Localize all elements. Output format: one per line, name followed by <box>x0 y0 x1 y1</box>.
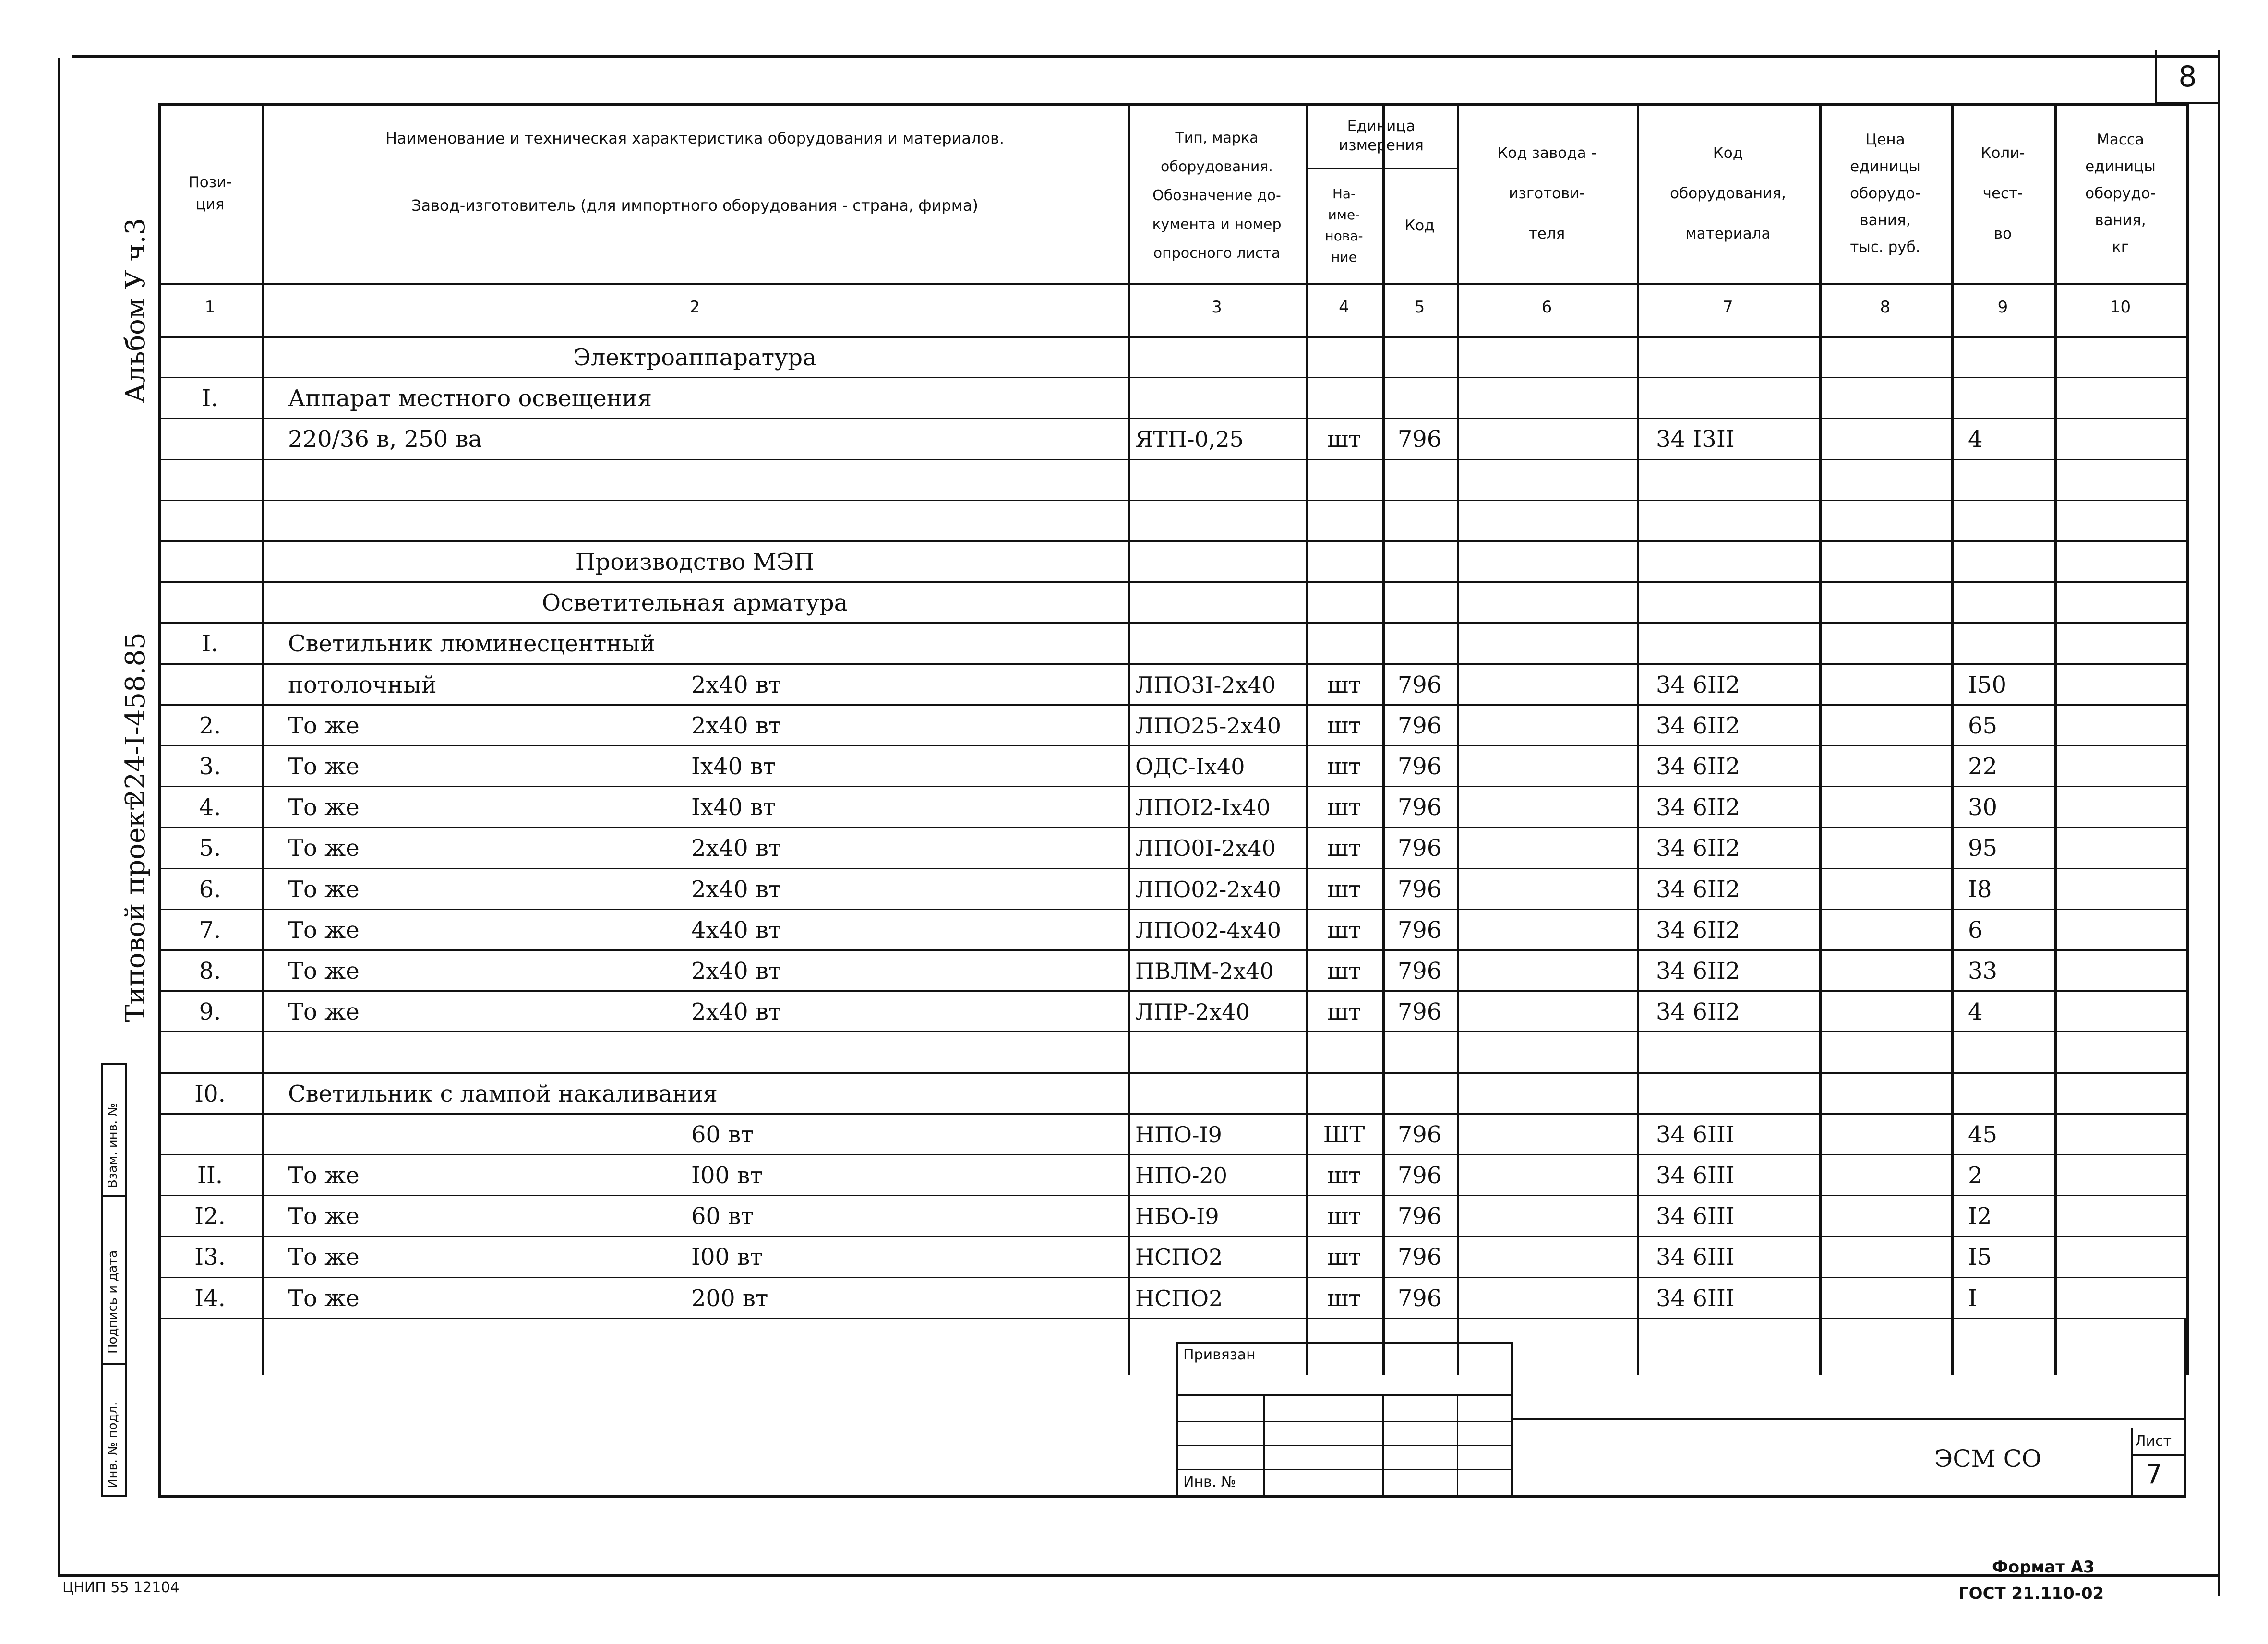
cell-unit-code: 796 <box>1397 671 1442 698</box>
corner-sheet-number: 8 <box>2178 60 2197 94</box>
cell-pos: 7. <box>199 916 221 944</box>
cell-name: То же <box>288 794 360 821</box>
cell-pos: 2. <box>199 712 221 739</box>
cell-spec: 4х40 вт <box>691 916 781 944</box>
cell-equipment-code: 34 6II2 <box>1656 835 1740 862</box>
cell-spec: 2х40 вт <box>691 712 781 739</box>
cell-name: Светильник люминесцентный <box>288 630 656 658</box>
cell-equipment-code: 34 6II2 <box>1656 671 1740 698</box>
cell-unit: шт <box>1327 794 1361 821</box>
cell-equipment-code: 34 6II2 <box>1656 712 1740 739</box>
cell-type: НБО-I9 <box>1135 1203 1219 1230</box>
cell-equipment-code: 34 6II2 <box>1656 753 1740 780</box>
cell-spec: 2х40 вт <box>691 958 781 984</box>
cell-unit-code: 796 <box>1397 916 1442 944</box>
row-divider <box>158 581 2186 583</box>
cell-equipment-code: 34 6II2 <box>1656 794 1740 821</box>
row-divider <box>158 827 2186 828</box>
cell-spec: I00 вт <box>691 1244 763 1271</box>
cell-qty: I5 <box>1968 1244 1992 1271</box>
cell-unit: шт <box>1327 753 1361 780</box>
cell-name: То же <box>288 1203 360 1230</box>
header-unit-code: Код <box>1404 217 1435 234</box>
cell-name: То же <box>288 835 360 862</box>
column-number: 9 <box>1997 298 2008 317</box>
row-divider <box>158 500 2186 501</box>
cell-pos: I. <box>202 630 218 658</box>
cell-name: То же <box>288 712 360 739</box>
cell-qty: 30 <box>1968 794 1998 821</box>
cell-type: НСПО2 <box>1135 1285 1223 1311</box>
header-name-line2: Завод-изготовитель (для импортного оборудования - страна, фирма) <box>411 196 978 215</box>
cell-equipment-code: 34 6III <box>1656 1162 1735 1189</box>
row-divider <box>158 663 2186 665</box>
cell-qty: 45 <box>1968 1121 1998 1148</box>
cell-name: Светильник с лампой накаливания <box>288 1080 718 1107</box>
cell-pos: 4. <box>199 794 221 821</box>
row-divider <box>158 1072 2186 1074</box>
row-divider <box>158 1154 2186 1155</box>
header-name-line1: Наименование и техническая характеристика оборудования и материалов. <box>385 129 1004 147</box>
cell-pos: II. <box>197 1162 223 1189</box>
cell-qty: 6 <box>1968 916 1983 944</box>
cell-name: То же <box>288 1284 360 1312</box>
cell-name: 220/36 в, 250 ва <box>288 426 482 453</box>
cell-pos: I. <box>202 385 218 412</box>
cell-qty: 22 <box>1968 753 1998 780</box>
cell-type: ЛПО25-2х40 <box>1135 712 1282 739</box>
cell-type: НПО-I9 <box>1135 1121 1222 1148</box>
cell-name: То же <box>288 916 360 944</box>
row-divider <box>158 868 2186 869</box>
cell-qty: I2 <box>1968 1203 1992 1230</box>
cell-pos: 5. <box>199 835 221 862</box>
cell-spec: 60 вт <box>691 1121 754 1148</box>
cell-pos: 6. <box>199 876 221 903</box>
row-divider <box>158 377 2186 378</box>
inv-no-label: Инв. № <box>1183 1474 1236 1490</box>
cell-section-title: Электроаппаратура <box>573 344 816 371</box>
cell-unit: шт <box>1327 1162 1361 1189</box>
header-equipment-code: Код оборудования, материала <box>1670 144 1786 242</box>
cell-qty: 4 <box>1968 998 1983 1026</box>
cell-unit: шт <box>1327 426 1361 453</box>
col-divider <box>2054 103 2057 1375</box>
cell-unit-code: 796 <box>1397 876 1442 903</box>
cell-unit: шт <box>1327 916 1361 944</box>
cell-name: То же <box>288 1244 360 1271</box>
cell-type: ПВЛМ-2х40 <box>1135 958 1274 984</box>
header-qty: Коли- чест- во <box>1980 144 2025 242</box>
row-divider <box>158 704 2186 706</box>
cell-type: ЯТП-0,25 <box>1135 426 1244 453</box>
header-mass: Масса единицы оборудо- вания, кг <box>2085 131 2156 256</box>
frame-left <box>58 58 60 1577</box>
cell-name: То же <box>288 876 360 903</box>
cell-pos: I3. <box>194 1244 226 1271</box>
cell-qty: I50 <box>1968 671 2007 698</box>
frame-top <box>72 55 2220 58</box>
cell-spec: Iх40 вт <box>691 753 776 780</box>
col-divider <box>2186 103 2189 1375</box>
header-unit-name: На- име- нова- ние <box>1325 186 1363 265</box>
header-unit-group: Единица измерения <box>1339 117 1424 154</box>
column-number: 2 <box>689 298 700 317</box>
cell-spec: 2х40 вт <box>691 671 781 698</box>
cell-type: ЛПО02-2х40 <box>1135 876 1282 902</box>
row-divider <box>158 1031 2186 1032</box>
cell-pos: I0. <box>194 1080 226 1107</box>
cell-unit: шт <box>1327 1244 1361 1271</box>
row-divider <box>158 459 2186 460</box>
cell-unit-code: 796 <box>1397 712 1442 739</box>
cell-type: ОДС-Iх40 <box>1135 754 1245 780</box>
cell-unit-code: 796 <box>1397 1203 1442 1230</box>
cell-qty: 33 <box>1968 958 1998 984</box>
cell-unit: шт <box>1327 958 1361 984</box>
row-divider <box>158 622 2186 624</box>
cell-name: потолочный <box>288 671 437 698</box>
column-number: 8 <box>1880 298 1891 317</box>
header-pos: Пози- ция <box>188 173 232 213</box>
row-divider <box>158 949 2186 951</box>
cell-type: ЛПО02-4х40 <box>1135 917 1282 943</box>
header-price: Цена единицы оборудо- вания, тыс. руб. <box>1850 131 1920 256</box>
cell-section-title: Осветительная арматура <box>541 589 848 617</box>
cell-type: НПО-20 <box>1135 1163 1228 1188</box>
cell-unit-code: 796 <box>1397 958 1442 984</box>
frame-right <box>2218 50 2220 1596</box>
row-divider <box>158 909 2186 910</box>
cell-spec: 2х40 вт <box>691 876 781 903</box>
privyazan-label: Привязан <box>1183 1346 1256 1363</box>
cell-pos: 8. <box>199 958 221 984</box>
sheet-label: Лист <box>2135 1433 2172 1450</box>
column-number: 3 <box>1212 298 1222 317</box>
cell-qty: 4 <box>1968 426 1983 453</box>
header-bottom <box>158 283 2186 285</box>
cell-unit-code: 796 <box>1397 753 1442 780</box>
cell-equipment-code: 34 6III <box>1656 1244 1735 1271</box>
left-border-lower <box>158 1318 161 1498</box>
cell-equipment-code: 34 6II2 <box>1656 876 1740 903</box>
cell-name: То же <box>288 753 360 780</box>
cell-qty: I8 <box>1968 876 1992 903</box>
row-divider <box>158 1195 2186 1196</box>
cell-equipment-code: 34 6II2 <box>1656 998 1740 1026</box>
column-number: 6 <box>1541 298 1552 317</box>
footer-gost: ГОСТ 21.110-02 <box>1958 1584 2104 1603</box>
cell-pos: I2. <box>194 1203 226 1230</box>
project-code-label: 224-I-458.85 <box>120 632 151 806</box>
cell-equipment-code: 34 6II2 <box>1656 958 1740 984</box>
cell-name: Аппарат местного освещения <box>288 385 652 412</box>
cell-equipment-code: 34 6III <box>1656 1203 1735 1230</box>
cell-type: ЛПР-2х40 <box>1135 999 1250 1025</box>
cell-unit: ШТ <box>1323 1121 1365 1148</box>
stamp-field-inv: Инв. № подл. <box>106 1402 120 1488</box>
footer-left: ЦНИП 55 12104 <box>62 1579 180 1596</box>
cell-unit-code: 796 <box>1397 1121 1442 1148</box>
row-divider <box>158 786 2186 787</box>
column-number: 4 <box>1339 298 1349 317</box>
cell-spec: 60 вт <box>691 1203 754 1230</box>
cell-unit: шт <box>1327 712 1361 739</box>
row-divider <box>158 1113 2186 1115</box>
numbers-bottom <box>158 336 2186 338</box>
cell-spec: Iх40 вт <box>691 794 776 821</box>
col-divider <box>1951 103 1954 1375</box>
sheet-number: 7 <box>2146 1459 2162 1489</box>
album-label: Альбом У ч.3 <box>120 218 151 403</box>
cell-equipment-code: 34 6III <box>1656 1284 1735 1312</box>
cell-type: ЛПО3I-2х40 <box>1135 672 1276 698</box>
cell-unit: шт <box>1327 876 1361 903</box>
row-divider <box>158 1277 2186 1278</box>
column-number: 7 <box>1723 298 1733 317</box>
cell-name: То же <box>288 958 360 984</box>
column-number: 1 <box>204 298 216 317</box>
cell-equipment-code: 34 6II2 <box>1656 916 1740 944</box>
footer-format: Формат А3 <box>1992 1558 2095 1577</box>
row-divider <box>158 745 2186 746</box>
cell-name: То же <box>288 1162 360 1189</box>
cell-spec: I00 вт <box>691 1162 763 1189</box>
row-divider <box>158 418 2186 419</box>
cell-spec: 200 вт <box>691 1284 768 1312</box>
col-divider <box>1819 103 1822 1375</box>
cell-equipment-code: 34 6III <box>1656 1121 1735 1148</box>
row-divider <box>158 990 2186 992</box>
stamp-field-podpis: Подпись и дата <box>106 1250 120 1354</box>
cell-unit-code: 796 <box>1397 1284 1442 1312</box>
col-divider <box>1457 103 1459 1375</box>
cell-unit-code: 796 <box>1397 998 1442 1026</box>
column-number: 5 <box>1414 298 1425 317</box>
column-number: 10 <box>2110 298 2131 317</box>
cell-unit: шт <box>1327 835 1361 862</box>
project-type-label: Типовой проект <box>120 795 151 1022</box>
cell-qty: 2 <box>1968 1162 1983 1189</box>
cell-qty: I <box>1968 1284 1977 1312</box>
cell-unit: шт <box>1327 1284 1361 1312</box>
cell-pos: 3. <box>199 753 221 780</box>
row-divider <box>158 1236 2186 1237</box>
header-type: Тип, марка оборудования. Обозначение до- кумента и номер опросного листа <box>1152 129 1282 262</box>
cell-unit-code: 796 <box>1397 794 1442 821</box>
cell-unit-code: 796 <box>1397 1244 1442 1271</box>
cell-unit: шт <box>1327 998 1361 1026</box>
stamp-field-vzam: Взам. инв. № <box>106 1103 120 1188</box>
cell-section-title: Производство МЭП <box>575 549 815 576</box>
cell-type: ЛПО0I-2х40 <box>1135 835 1276 862</box>
cell-unit-code: 796 <box>1397 835 1442 862</box>
cell-spec: 2х40 вт <box>691 998 781 1026</box>
cell-type: ЛПОI2-Iх40 <box>1135 794 1271 821</box>
cell-unit-code: 796 <box>1397 426 1442 453</box>
doc-code: ЭСМ СО <box>1934 1445 2041 1473</box>
cell-name: То же <box>288 998 360 1026</box>
cell-qty: 65 <box>1968 712 1998 739</box>
cell-unit: шт <box>1327 1203 1361 1230</box>
cell-qty: 95 <box>1968 835 1998 862</box>
cell-pos: 9. <box>199 998 221 1026</box>
col-divider <box>1128 103 1130 1375</box>
frame-bottom <box>58 1574 2220 1577</box>
col-divider <box>262 103 264 1375</box>
cell-type: НСПО2 <box>1135 1244 1223 1271</box>
cell-unit: шт <box>1327 671 1361 698</box>
cell-pos: I4. <box>194 1284 226 1312</box>
cell-equipment-code: 34 I3II <box>1656 426 1735 453</box>
row-divider <box>158 540 2186 542</box>
header-factory-code: Код завода - изготови- теля <box>1497 144 1596 242</box>
col-divider <box>1637 103 1639 1375</box>
cell-spec: 2х40 вт <box>691 835 781 862</box>
row-divider <box>158 1318 2186 1319</box>
cell-unit-code: 796 <box>1397 1162 1442 1189</box>
